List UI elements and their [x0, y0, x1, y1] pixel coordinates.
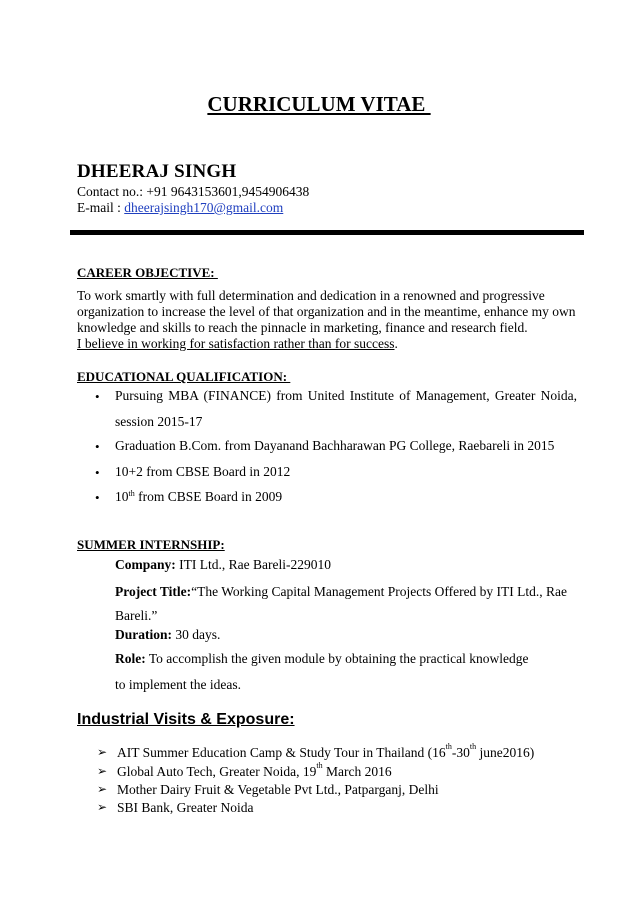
visits-heading: Industrial Visits & Exposure:: [77, 711, 295, 728]
internship-duration: Duration: 30 days.: [115, 627, 221, 642]
visit-item: Mother Dairy Fruit & Vegetable Pvt Ltd., Patparganj, Delhi: [117, 782, 439, 797]
internship-company: Company: ITI Ltd., Rae Bareli-229010: [115, 557, 331, 572]
bullet-icon: •: [95, 439, 100, 454]
email-line: [77, 200, 283, 216]
visit-item: AIT Summer Education Camp & Study Tour in Thailand (16th-30th june2016): [117, 742, 535, 760]
email-link[interactable]: dheerajsingh170@gmail.com: [124, 200, 284, 215]
arrow-bullet-icon: ➢: [97, 745, 108, 759]
page-title: CURRICULUM VITAE: [207, 92, 431, 116]
contact-numbers: Contact no.: +91 9643153601,9454906438: [77, 184, 310, 199]
education-item: Graduation B.Com. from Dayanand Bachharawan PG College, Raebareli in 2015: [115, 438, 555, 453]
bullet-icon: •: [95, 490, 100, 505]
education-item: 10+2 from CBSE Board in 2012: [115, 464, 291, 479]
career-objective-heading: CAREER OBJECTIVE:: [77, 265, 218, 280]
arrow-bullet-icon: ➢: [97, 800, 108, 814]
education-heading: EDUCATIONAL QUALIFICATION:: [77, 369, 291, 384]
email-label: E-mail :: [77, 200, 125, 215]
divider-rule: [70, 230, 584, 235]
career-objective-text: [77, 288, 577, 352]
objective-belief: I believe in working for satisfaction rather than for success: [77, 336, 395, 351]
education-item: Pursuing MBA (FINANCE) from United Institute of Management, Greater Noida, session 2015-17: [115, 388, 577, 429]
education-item: 10th from CBSE Board in 2009: [115, 489, 283, 504]
objective-paragraph: To work smartly with full determination and dedication in a renowned and progressive organization to increase the level of that organization and in the meantime, enhance my own knowledge and skills to reach the pinnacle in marketing, finance and research field.: [77, 288, 576, 335]
bullet-icon: •: [95, 389, 100, 404]
internship-role: Role: To accomplish the given module by obtaining the practical knowledge to implement the ideas.: [115, 651, 529, 692]
candidate-name: DHEERAJ SINGH: [77, 161, 237, 182]
visit-item: SBI Bank, Greater Noida: [117, 800, 254, 815]
internship-heading: SUMMER INTERNSHIP:: [77, 537, 225, 552]
arrow-bullet-icon: ➢: [97, 764, 108, 778]
objective-belief-end: .: [394, 336, 398, 351]
arrow-bullet-icon: ➢: [97, 782, 108, 796]
internship-project: Project Title:“The Working Capital Management Projects Offered by ITI Ltd., Rae Bareli.”: [115, 584, 568, 623]
visit-item: Global Auto Tech, Greater Noida, 19th March 2016: [117, 761, 392, 779]
bullet-icon: •: [95, 465, 100, 480]
